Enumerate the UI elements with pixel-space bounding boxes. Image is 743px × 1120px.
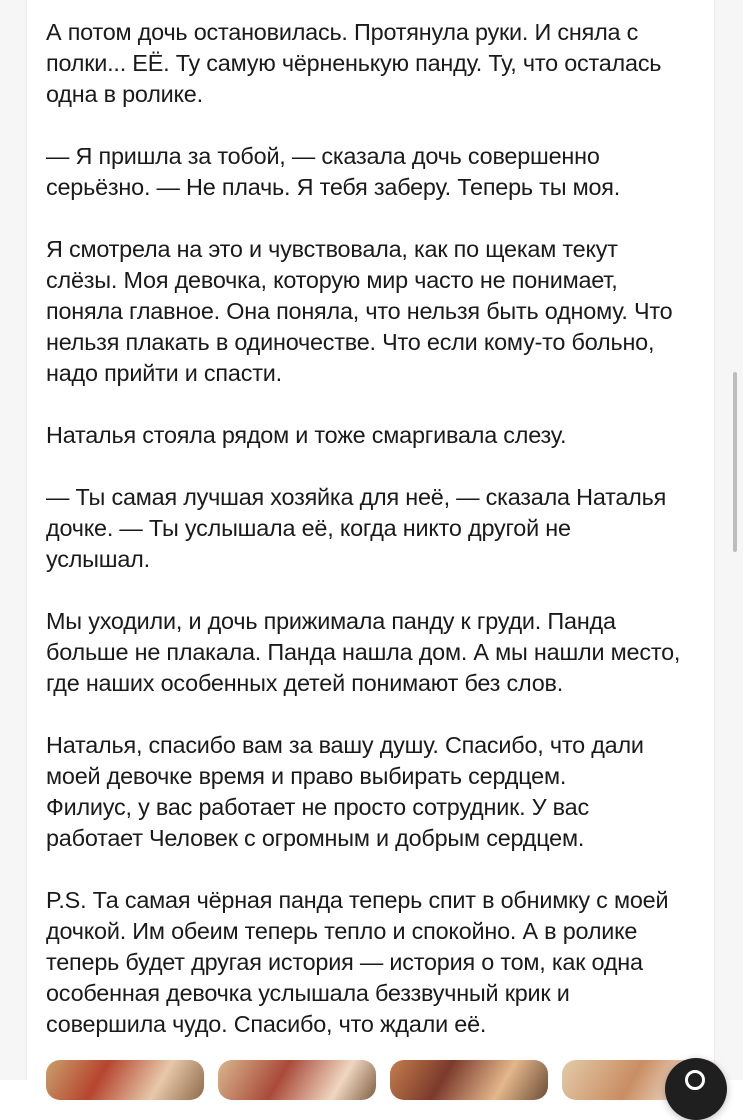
article-body — [46, 17, 706, 1071]
gallery-photo[interactable] — [46, 1060, 204, 1100]
article-paragraph: Я смотрела на это и чувствовала, как по щекам текут слёзы. Моя девочка, которую мир часто не понимает, поняла главное. Она поняла, что нельзя быть одному. Что нельзя плакать в одиночестве. Что если кому-то больно, надо прийти и спасти. — [46, 236, 673, 386]
scrollbar-thumb[interactable] — [733, 372, 737, 552]
search-icon — [685, 1070, 705, 1090]
floating-action-button[interactable] — [665, 1058, 727, 1120]
gallery-photo[interactable] — [218, 1060, 376, 1100]
gallery-photo[interactable] — [390, 1060, 548, 1100]
article-paragraph: Наталья стояла рядом и тоже смаргивала слезу. — [46, 422, 567, 448]
article-paragraph: P.S. Та самая чёрная панда теперь спит в обнимку с моей дочкой. Им обеим теперь тепло и спокойно. А в ролике теперь будет другая история — история о том, как одна особенная девочка услышала беззвучный крик и совершила чудо. Спасибо, что ждали её. — [46, 887, 669, 1037]
article-paragraph: Мы уходили, и дочь прижимала панду к груди. Панда больше не плакала. Панда нашла дом. А мы нашли место, где наших особенных детей понимают без слов. — [46, 608, 681, 696]
article-paragraph: А потом дочь остановилась. Протянула руки. И сняла с полки... ЕЁ. Ту самую чёрненькую панду. Ту, что осталась одна в ролике. — [46, 19, 662, 107]
article-paragraph: Наталья, спасибо вам за вашу душу. Спасибо, что дали моей девочке время и право выбирать сердцем. Филиус, у вас работает не просто сотрудник. У вас работает Человек с огромным и добрым сердцем. — [46, 732, 644, 851]
article-paragraph: — Я пришла за тобой, — сказала дочь совершенно серьёзно. — Не плачь. Я тебя заберу. Теперь ты моя. — [46, 143, 621, 200]
article-paragraph: — Ты самая лучшая хозяйка для неё, — сказала Наталья дочке. — Ты услышала её, когда никто другой не услышал. — [46, 484, 667, 572]
photo-gallery — [46, 1060, 726, 1100]
